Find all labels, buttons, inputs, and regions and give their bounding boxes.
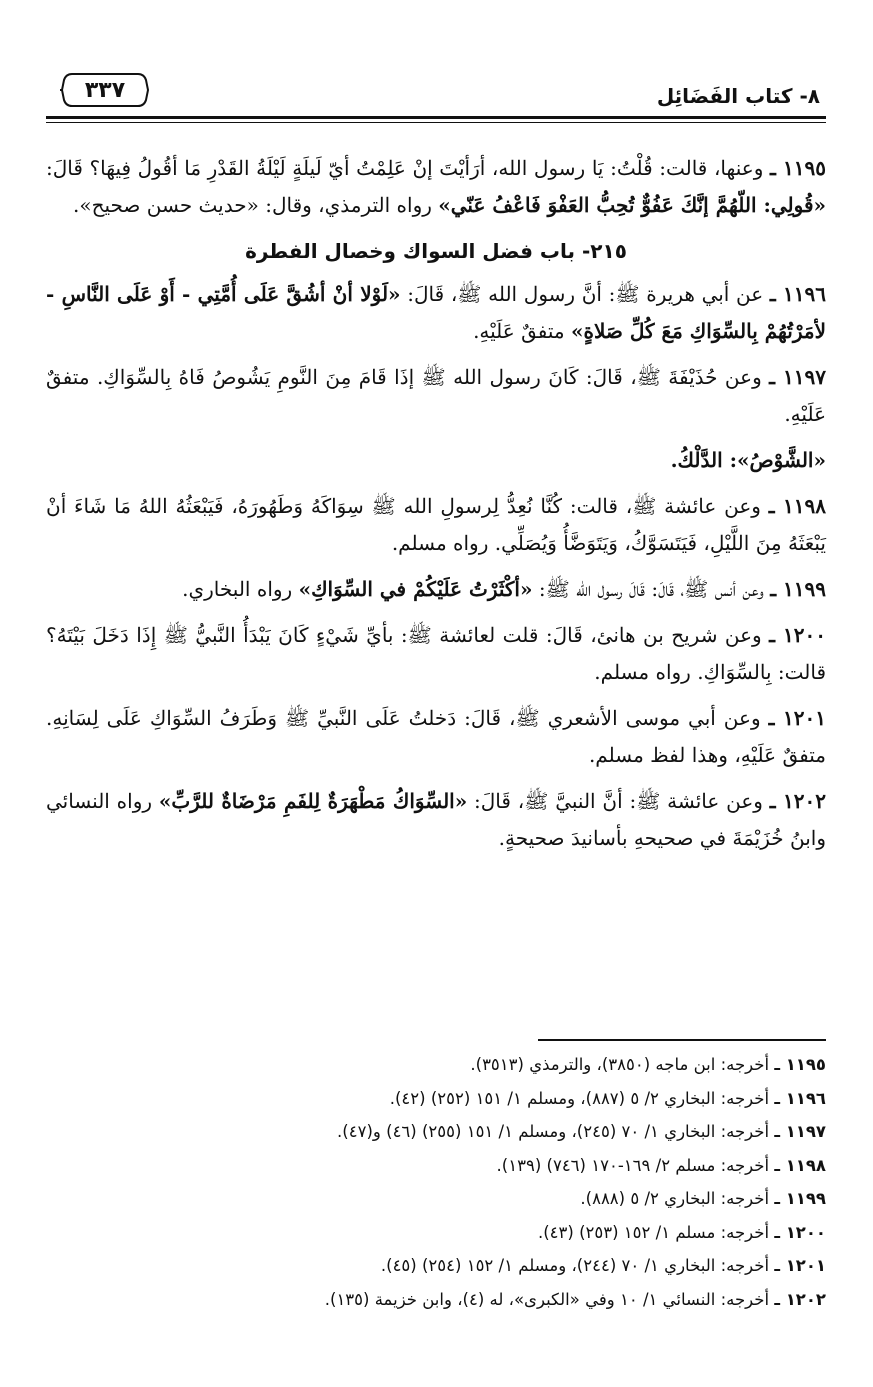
hadith-1200 [46,617,826,691]
hadith-source: رواه الترمذي، وقال: «حديث حسن صحيح». [72,193,439,217]
hadith-source: رواه البخاري. [182,577,299,601]
hadith-1195 [46,150,826,224]
hadith-quote: «السِّوَاكُ مَطْهَرَةٌ لِلفَمِ مَرْضَاةٌ للرَّبِّ» [158,789,468,813]
page-number-frame [60,70,150,110]
footnote-text: أخرجه: النسائي ١/ ١٠ وفي «الكبرى»، له (٤)، وابن خزيمة (١٣٥). [324,1289,775,1309]
footnote [46,1216,826,1250]
footnote-text: أخرجه: مسلم ١/ ١٥٢ (٢٥٣) (٤٣). [537,1222,775,1242]
hadith-number: ١١٩٧ ـ [769,365,826,389]
footnote-number: ١١٩٥ ـ [774,1055,826,1074]
page-number: ٣٣٧ [84,77,126,103]
footnote-text: أخرجه: البخاري ١/ ٧٠ (٢٤٥)، ومسلم ١/ ١٥١ (٢٥٥) (٤٦) و(٤٧). [337,1122,775,1141]
footnote-text: أخرجه: مسلم ٢/ ١٦٩-١٧٠ (٧٤٦) (١٣٩). [496,1155,775,1175]
hadith-text: وعن شريح بن هانئ، قَالَ: قلت لعائشة ﷺ: بأيِّ شَيْءٍ كَانَ يَبْدَأُ النَّبيُّ ﷺ إِذَا دَخَلَ بَيْتَهُ؟ قالت: بِالسِّوَاكِ. رواه مسلم. [46,623,826,684]
hadith-number: ١١٩٦ ـ [769,282,827,306]
hadith-1196 [46,276,826,350]
header-rule-thin [46,122,826,123]
footnote-text: أخرجه: البخاري ٢/ ٥ (٨٨٧)، ومسلم ١/ ١٥١ (٢٥٢) (٤٢). [389,1088,775,1108]
hadith-text: وعن أبي موسى الأشعري ﷺ، قَالَ: دَخلتُ عَلَى النَّبيِّ ﷺ وَطَرَفُ السِّوَاكِ عَلَى لِسَانِهِ. متفقٌ عَلَيْهِ، وهذا لفظ مسلم. [46,706,826,767]
word-gloss: «الشَّوْصُ»: الدَّلْكُ. [670,448,826,472]
chapter-heading: ٢١٥- باب فضل السواك وخصال الفطرة [245,239,627,263]
footnote-number: ١١٩٧ ـ [774,1122,826,1141]
hadith-number: ١٢٠١ ـ [768,706,826,730]
footnote [46,1115,826,1149]
hadith-text: وعن عائشة ﷺ: أنَّ النبيَّ ﷺ، قَالَ: [467,789,770,813]
hadith-source: رواه النسائي وابنُ خُزَيْمَةَ في صحيحهِ بأسانيدَ صحيحةٍ. [46,789,826,850]
hadith-1198 [46,488,826,562]
hadith-text: وعن أنس ﷺ، قَالَ: قَالَ رسول الله ﷺ: [532,577,771,601]
footnote-number: ١٢٠٠ ـ [774,1222,826,1242]
hadith-text: وعن حُذَيْفَةَ ﷺ، قَالَ: كَانَ رسول الله ﷺ إذَا قَامَ مِنَ النَّومِ يَشُوصُ فَاهُ بِالسِّوَاكِ. متفقٌ عَلَيْهِ. [46,365,826,426]
hadith-quote: «قُولِي: اللّهُمَّ إنَّكَ عَفُوٌّ تُحِبُّ العَفْوَ فَاعْفُ عَنّي» [438,193,826,217]
footnote-divider [538,1039,826,1041]
footnote [46,1048,826,1082]
hadith-1197 [46,359,826,433]
hadith-number: ١١٩٨ ـ [768,494,827,518]
footnote-number: ١١٩٩ ـ [774,1189,826,1208]
footnote [46,1182,826,1216]
page-header [46,58,826,122]
footnote-text: أخرجه: البخاري ٢/ ٥ (٨٨٨). [580,1189,775,1208]
footnote [46,1283,826,1317]
footnote-number: ١٢٠٢ ـ [774,1289,826,1309]
hadith-text: وعنها، قالت: قُلْتُ: يَا رسول الله، أرَأيْتَ إنْ عَلِمْتُ أيّ لَيلَةٍ لَيْلَةُ القَدْرِ مَا أقُولُ فِيهَا؟ قَالَ: [46,156,770,180]
footnote [46,1149,826,1183]
hadith-source: متفقٌ عَلَيْهِ. [473,319,571,343]
footnote [46,1082,826,1116]
hadith-number: ١١٩٩ ـ [770,577,826,601]
footnote-text: أخرجه: البخاري ١/ ٧٠ (٢٤٤)، ومسلم ١/ ١٥٢ (٢٥٤) (٤٥). [380,1256,775,1275]
footnotes [46,1048,826,1316]
footnote-number: ١١٩٦ ـ [774,1088,826,1108]
hadith-quote: «أكْثَرْتُ عَلَيْكُمْ في السِّوَاكِ» [298,577,533,601]
hadith-1201 [46,700,826,774]
main-text [46,150,826,866]
hadith-number: ١٢٠٢ ـ [769,789,826,813]
running-title: ٨- كتاب الفَضَائِل [656,84,820,108]
footnote-number: ١٢٠١ ـ [774,1256,826,1275]
hadith-number: ١١٩٥ ـ [769,156,826,180]
book-page [46,58,826,1358]
hadith-number: ١٢٠٠ ـ [769,623,827,647]
hadith-quote: «لَوْلا أنْ أشُقَّ عَلَى أُمَّتِي - أَوْ عَلَى النَّاسِ - لأمَرْتُهُمْ بِالسِّوَاكِ مَعَ كُلِّ صَلاةٍ» [46,282,826,343]
footnote-number: ١١٩٨ ـ [774,1155,826,1175]
header-rule [46,116,826,119]
hadith-text: عن أبي هريرة ﷺ: أنَّ رسول الله ﷺ، قَالَ: [400,282,770,306]
footnote-text: أخرجه: ابن ماجه (٣٨٥٠)، والترمذي (٣٥١٣). [470,1055,775,1074]
hadith-text: وعن عائشة ﷺ، قالت: كُنَّا نُعِدُّ لِرسولِ الله ﷺ سِوَاكَهُ وَطَهُورَهُ، فَيَبْعَثُهُ اللهُ مَا شَاءَ أنْ يَبْعَثَهُ مِنَ اللَّيْلِ، فَيَتَسَوَّكُ، وَيَتَوَضَّأُ وَيُصَلِّي. رواه مسلم. [46,494,826,555]
hadith-1199 [46,571,826,608]
hadith-1202 [46,783,826,857]
footnote [46,1249,826,1283]
